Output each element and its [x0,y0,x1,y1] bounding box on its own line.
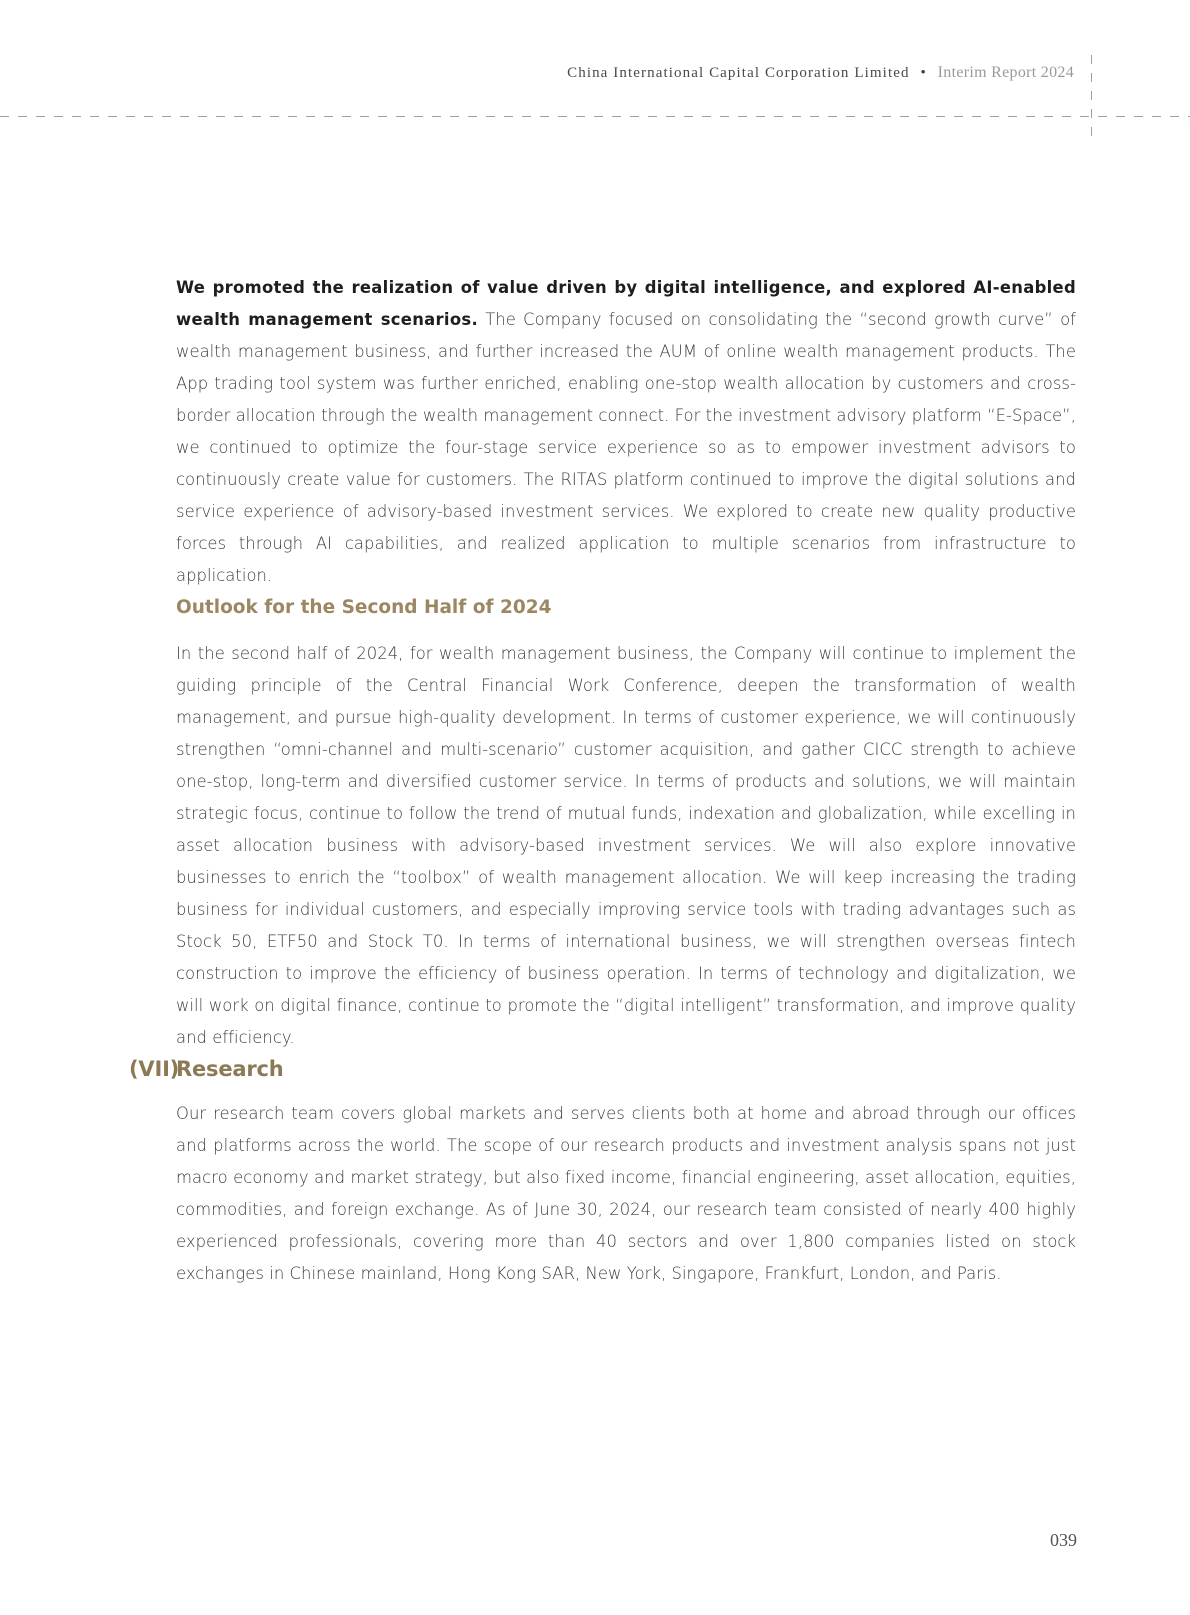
outlook-paragraph: In the second half of 2024, for wealth management business, the Company will continue to implement the guiding principle of the Central Financial Work Conference, deepen the transformation of wealth management, and pursue high-quality development. In terms of customer experience, we will continuously strengthen “omni-channel and multi-scenario” customer acquisition, and gather CICC strength to achieve one-stop, long-term and diversified customer service. In terms of products and solutions, we will maintain strategic focus, continue to follow the trend of mutual funds, indexation and globalization, while excelling in asset allocation business with advisory-based investment services. We will also explore innovative businesses to enrich the “toolbox” of wealth management allocation. We will keep increasing the trading business for individual customers, and especially improving service tools with trading advantages such as Stock 50, ETF50 and Stock T0. In terms of international business, we will strengthen overseas fintech construction to improve the efficiency of business operation. In terms of technology and digitalization, we will work on digital finance, continue to promote the “digital intelligent” transformation, and improve quality and efficiency. [176,644,1076,1047]
header-dashed-rule [0,116,1190,117]
header-bullet: • [920,65,927,81]
intro-section [176,272,1076,592]
running-header [567,64,1074,82]
header-vertical-dashed-rule [1091,55,1092,137]
report-title: Interim Report 2024 [937,64,1074,81]
company-name: China International Capital Corporation Limited [567,65,910,81]
section-title: Research [176,1057,284,1081]
research-paragraph: Our research team covers global markets and serves clients both at home and abroad through our offices and platforms across the world. The scope of our research products and investment analysis spans not just macro economy and market strategy, but also fixed income, financial engineering, asset allocation, equities, commodities, and foreign exchange. As of June 30, 2024, our research team consisted of nearly 400 highly experienced professionals, covering more than 40 sectors and over 1,800 companies listed on stock exchanges in Chinese mainland, Hong Kong SAR, New York, Singapore, Frankfurt, London, and Paris. [176,1104,1076,1283]
intro-paragraph [176,272,1076,592]
intro-text: The Company focused on consolidating the “second growth curve” of wealth management business, and further increased the AUM of online wealth management products. The App trading tool system was further enriched, enabling one-stop wealth allocation by customers and cross-border allocation through the wealth management connect. For the investment advisory platform “E-Space”, we continued to optimize the four-stage service experience so as to empower investment advisors to continuously create value for customers. The RITAS platform continued to improve the digital solutions and service experience of advisory-based investment services. We explored to create new quality productive forces through AI capabilities, and realized application to multiple scenarios from infrastructure to application. [176,310,1076,585]
section-number: (VII) [129,1057,180,1081]
outlook-section [176,638,1076,1054]
research-section [176,1098,1076,1290]
page-number: 039 [1050,1530,1077,1550]
research-heading [129,1057,283,1081]
intro-lead-bold: We promoted the realization of value driven by digital intelligence, and explored AI-enabled wealth management scenarios. [176,278,1076,329]
outlook-heading: Outlook for the Second Half of 2024 [176,597,552,618]
